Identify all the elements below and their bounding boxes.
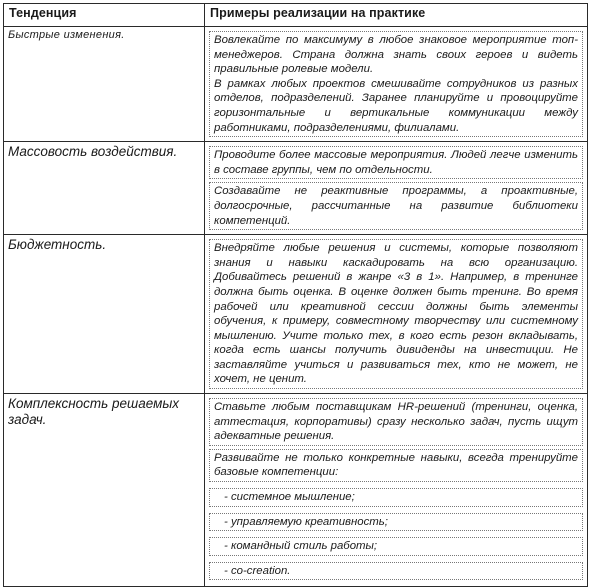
trend-cell: Бюджетность. [4, 235, 205, 394]
trends-table [3, 3, 588, 587]
table-header-row [4, 4, 588, 27]
trend-cell: Быстрые изменения. [4, 27, 205, 142]
example-paragraph: Развивайте не только конкретные навыки, всегда тренируйте базовые компетенции: [209, 449, 583, 482]
table-row [4, 142, 588, 235]
examples-cell [205, 142, 588, 235]
examples-cell [205, 27, 588, 142]
header-trend: Тенденция [4, 4, 205, 27]
table-row [4, 394, 588, 587]
document-page [3, 3, 587, 577]
example-paragraph: Ставьте любым поставщикам HR-решений (тренинги, оценка, аттестация, корпоративы) сразу несколько задач, пусть ищут адекватные решения. [209, 398, 583, 446]
trend-cell: Комплексность решаемых задач. [4, 394, 205, 587]
example-paragraph: Внедряйте любые решения и системы, которые позволяют знания и навыки каскадировать на всю организацию. Добивайтесь решений в жанре «3 в 1». Например, в тренинге должна быть оценка. В оценке должен быть тренинг. Во время рабочей или креативной сессии должны быть элементы обучения, к примеру, совместному творчеству или системному мышлению. Учите только тех, в кого есть резон вкладывать, когда есть шансы получить дивиденды на инвестиции. Не заставляйте учиться и развиваться тех, кто не может, не хочет, не ценит. [209, 239, 583, 389]
trend-cell: Массовость воздействия. [4, 142, 205, 235]
header-examples: Примеры реализации на практике [205, 4, 588, 27]
list-item: - co-creation. [209, 562, 583, 581]
table-row [4, 27, 588, 142]
list-item: - системное мышление; [209, 488, 583, 507]
examples-cell [205, 235, 588, 394]
example-paragraph: Вовлекайте по максимуму в любое знаковое мероприятие топ-менеджеров. Страна должна знать своих героев и видеть правильные ролевые модели. В рамках любых проектов смешивайте сотрудников из разных отделов, подразделений. Заранее планируйте и провоцируйте горизонтальные и вертикальные коммуникации между работниками, подразделениями, филиалами. [209, 31, 583, 137]
example-paragraph: Проводите более массовые мероприятия. Людей легче изменить в составе группы, чем по отдельности. [209, 146, 583, 179]
list-item: - командный стиль работы; [209, 537, 583, 556]
example-paragraph: Создавайте не реактивные программы, а проактивные, долгосрочные, рассчитанные на развитие библиотеки компетенций. [209, 182, 583, 230]
table-row [4, 235, 588, 394]
examples-cell [205, 394, 588, 587]
list-item: - управляемую креативность; [209, 513, 583, 532]
